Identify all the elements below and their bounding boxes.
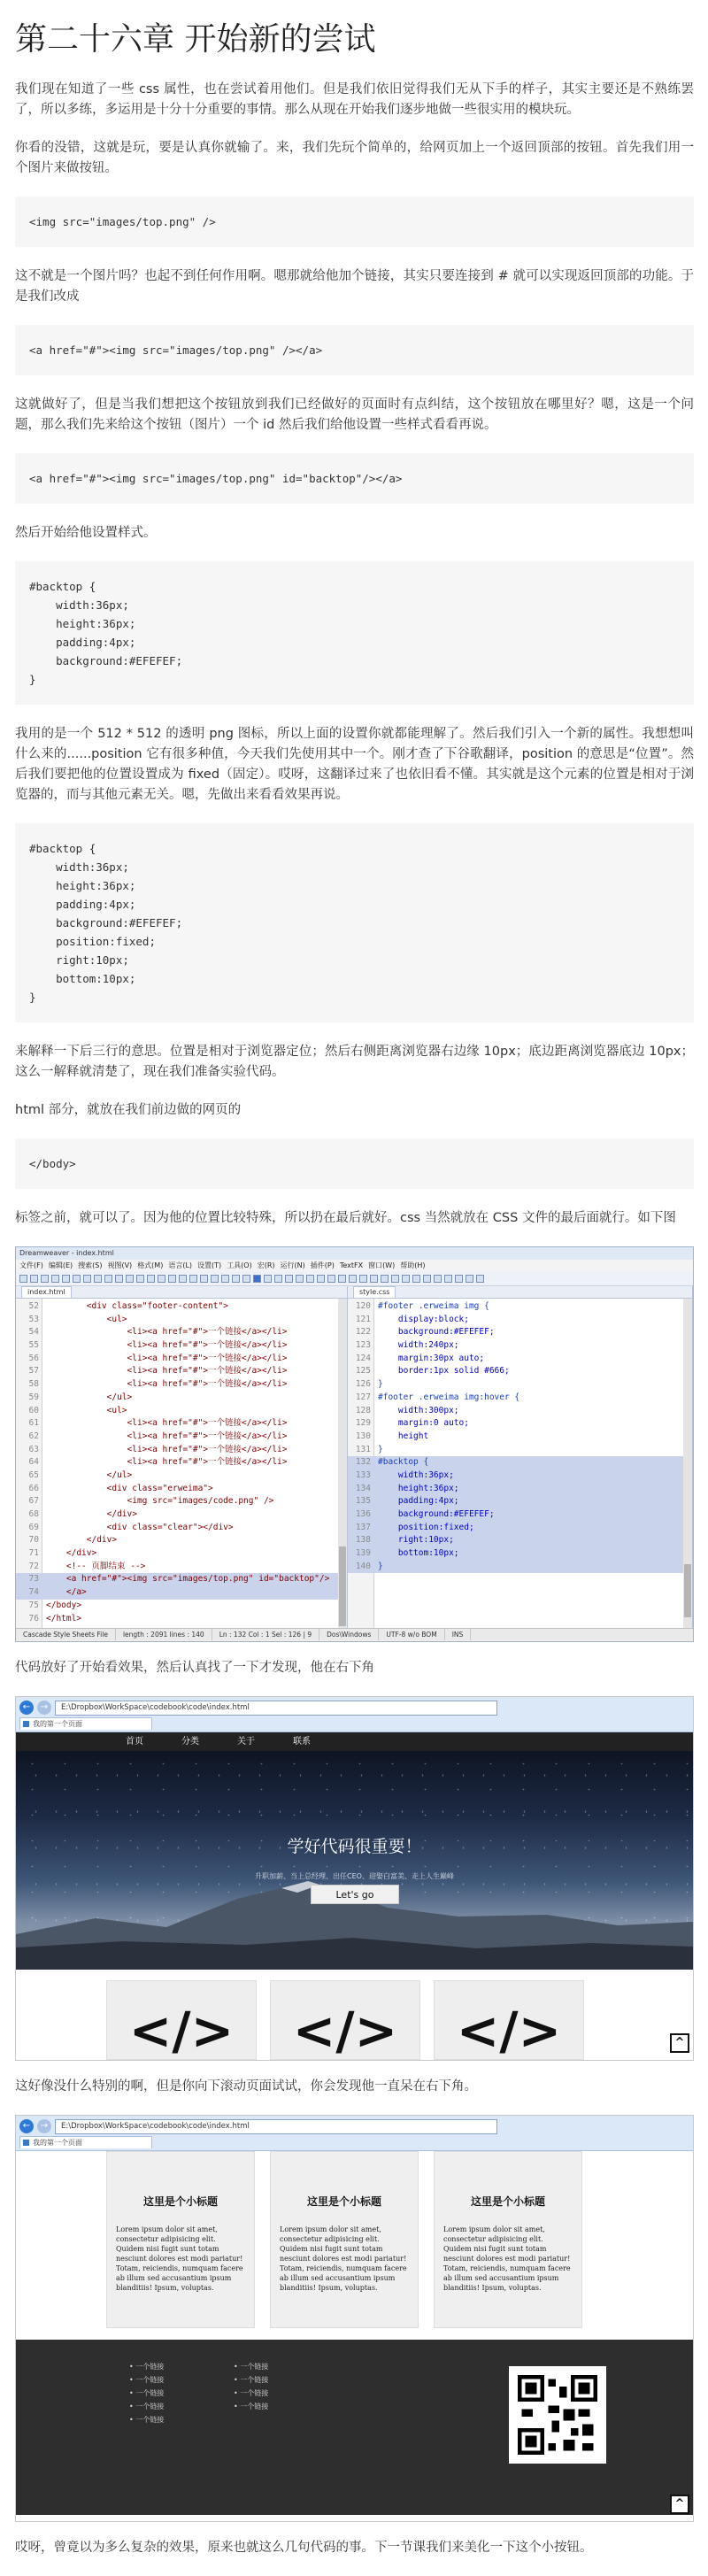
menu-item[interactable]: 格式(M) — [137, 1261, 164, 1269]
toolbar-button-icon[interactable] — [147, 1275, 155, 1283]
paragraph: 然后开始给他设置样式。 — [15, 526, 157, 540]
toolbar-button-icon[interactable] — [62, 1275, 70, 1283]
toolbar-button-icon[interactable] — [19, 1275, 27, 1283]
code-line: 76 </html> — [28, 1613, 82, 1623]
menu-item[interactable]: 编辑(E) — [48, 1261, 73, 1269]
paragraph: 你看的没错，这就是玩，要是认真你就输了。来，我们先玩个简单的，给网页加上一个返回顶部的按钮。首先我们用一个图片来做按钮。 — [15, 141, 694, 175]
status-item: UTF-8 w/o BOM — [379, 1629, 444, 1640]
tab-label: 我的第一个页面 — [33, 2139, 82, 2147]
code-block: #backtop { width:36px; height:36px; padding:4px; background:#EFEFEF; position:fixed; right:10px; bottom:10px; } — [15, 823, 694, 1022]
paragraph: 我用的是一个 512 * 512 的透明 png 图标，所以上面的设置你就都能理解了。然后我们引入一个新的属性。我想想叫什么来的......position 它有很多种值，今天我们先使用其中一个。刚才查了下谷歌翻译，position 的意思是“位置”。然后我们要把他的位置设置成为 fixed（固定）。哎呀，这翻译过来了也依旧看不懂。其实就是这个元素的位置是相对于浏览器的，而与其他元素无关。嗯，先做出来看看效果再说。 — [15, 727, 694, 802]
footer-links-col2 — [234, 2360, 268, 2413]
menu-item[interactable]: 插件(P) — [310, 1261, 335, 1269]
code-line: 133 width:36px; — [348, 1469, 692, 1483]
code-line: 125 border:1px solid #666; — [355, 1366, 510, 1377]
content-card — [106, 2151, 255, 2328]
browser-screenshot-top — [15, 1696, 694, 2061]
toolbar-button-icon[interactable] — [94, 1275, 102, 1283]
code-line: 135 padding:4px; — [348, 1495, 692, 1508]
code-line: 132 #backtop { — [348, 1456, 692, 1469]
footer-link[interactable]: • 一个链接 — [234, 2389, 269, 2397]
code-line: 129 margin:0 auto; — [355, 1418, 469, 1429]
code-line: 73 <a href="#"><img src="images/top.png" id="backtop"/> — [16, 1573, 347, 1586]
toolbar-button-icon[interactable] — [402, 1275, 410, 1283]
css-code-lines — [348, 1300, 692, 1573]
card-text: Lorem ipsum dolor sit amet, consectetur adipisicing elit. Quidem nisi fugit sunt totam nesciunt dolores est modi pariatur! Totam, reiciendis, numquam facere ab illum sed accusantium ipsum blanditiis! Ipsum, voluptas. — [280, 2225, 407, 2292]
paragraph: 这好像没什么特别的啊，但是你向下滚动页面试试，你会发现他一直呆在右下角。 — [15, 2079, 477, 2094]
back-to-top-icon[interactable]: ^ — [670, 2033, 689, 2053]
feature-card — [270, 1980, 420, 2060]
code-line: 123 width:240px; — [355, 1340, 459, 1351]
nav-category[interactable]: 分类 — [181, 1737, 199, 1747]
toolbar-button-icon[interactable] — [73, 1275, 81, 1283]
code-line: 56 <li><a href="#">一个链接</a></li> — [28, 1353, 288, 1363]
toolbar-button-icon[interactable] — [168, 1275, 176, 1283]
toolbar-button-icon[interactable] — [189, 1275, 197, 1283]
toolbar-button-icon[interactable] — [338, 1275, 346, 1283]
footer-link[interactable]: • 一个链接 — [129, 2416, 165, 2424]
toolbar-button-icon[interactable] — [359, 1275, 367, 1283]
code-line: 121 display:block; — [355, 1314, 469, 1324]
toolbar-button-icon[interactable] — [264, 1275, 272, 1283]
toolbar-button-icon[interactable] — [381, 1275, 389, 1283]
forward-arrow-icon[interactable]: → — [37, 1701, 51, 1715]
lets-go-button[interactable]: Let's go — [311, 1885, 399, 1904]
card-title: 这里是个小标题 — [142, 2195, 218, 2208]
status-item: Dos\Windows — [319, 1629, 379, 1640]
menu-item[interactable]: 窗口(W) — [368, 1261, 396, 1269]
paragraph: 标签之前，就可以了。因为他的位置比较特殊，所以扔在最后就好。css 当然就放在 CSS 文件的最后面就行。如下图 — [15, 1211, 676, 1225]
toolbar-button-icon[interactable] — [434, 1275, 442, 1283]
menu-item[interactable]: 设置(T) — [197, 1261, 222, 1269]
code-line: 53 <ul> — [28, 1314, 127, 1324]
status-item: Cascade Style Sheets File — [16, 1629, 116, 1640]
toolbar-button-icon[interactable] — [136, 1275, 144, 1283]
code-line: 131 } — [355, 1444, 383, 1454]
code-line: 74 </a> — [16, 1586, 347, 1600]
paragraph: 这不就是一个图片吗？也起不到任何作用啊。嗯那就给他加个链接，其实只要连接到 # 就可以实现返回顶部的功能。于是我们改成 — [15, 269, 694, 304]
editor-toolbar — [16, 1271, 693, 1286]
toolbar-button-icon[interactable] — [104, 1275, 112, 1283]
code-line: 72 <!-- 页脚结束 --> — [28, 1561, 146, 1571]
paragraph: html 部分，就放在我们前边做的网页的 — [15, 1103, 242, 1117]
content-cards — [16, 2151, 693, 2340]
toolbar-button-icon[interactable] — [30, 1275, 38, 1283]
back-arrow-icon[interactable]: ← — [19, 2119, 34, 2133]
site-nav — [16, 1732, 693, 1751]
menu-item[interactable]: 文件(F) — [19, 1261, 43, 1269]
toolbar-button-icon[interactable] — [476, 1275, 484, 1283]
editor-status-bar — [16, 1628, 693, 1640]
toolbar-button-icon[interactable] — [83, 1275, 91, 1283]
address-bar[interactable]: E:\Dropbox\WorkSpace\codebook\code\index.html — [55, 2119, 497, 2134]
menu-item[interactable]: 工具(O) — [227, 1261, 252, 1269]
tab-label: 我的第一个页面 — [33, 1720, 82, 1728]
menu-item[interactable]: 视图(V) — [107, 1261, 133, 1269]
toolbar-button-icon[interactable] — [306, 1275, 314, 1283]
browser-tab[interactable] — [19, 2136, 152, 2148]
code-line: 137 position:fixed; — [348, 1522, 692, 1535]
browser-tab[interactable] — [19, 1717, 152, 1730]
menu-item[interactable]: 宏(R) — [257, 1261, 275, 1269]
code-line: 75 </body> — [28, 1600, 82, 1610]
paragraph: 来解释一下后三行的意思。位置是相对于浏览器定位；然后右侧距离浏览器右边缘 10px；底边距离浏览器底边 10px；这么一解释就清楚了，现在我们准备实验代码。 — [15, 1045, 694, 1079]
toolbar-button-icon[interactable] — [51, 1275, 59, 1283]
code-line: 71 </div> — [28, 1548, 97, 1559]
code-line: 124 margin:30px auto; — [355, 1353, 485, 1363]
toolbar-button-icon[interactable] — [327, 1275, 335, 1283]
tab-index-html[interactable]: index.html — [21, 1286, 72, 1298]
code-line: 69 <div class="clear"></div> — [28, 1522, 234, 1532]
menu-item[interactable]: TextFX — [339, 1261, 364, 1269]
toolbar-button-icon[interactable] — [317, 1275, 325, 1283]
code-line: 130 height — [355, 1431, 429, 1441]
nav-contact[interactable]: 联系 — [293, 1737, 311, 1747]
code-block: </body> — [15, 1138, 694, 1189]
toolbar-button-icon[interactable] — [126, 1275, 134, 1283]
footer-link[interactable]: • 一个链接 — [129, 2363, 165, 2371]
code-line: 65 </ul> — [28, 1469, 133, 1480]
toolbar-button-icon[interactable] — [179, 1275, 187, 1283]
editor-title-bar — [16, 1247, 693, 1260]
code-line: 57 <li><a href="#">一个链接</a></li> — [28, 1366, 288, 1377]
back-arrow-icon[interactable]: ← — [19, 1701, 34, 1715]
code-line: 68 </div> — [28, 1509, 137, 1519]
toolbar-button-icon[interactable] — [444, 1275, 452, 1283]
paragraph: 哎呀，曾竟以为多么复杂的效果，原来也就这么几句代码的事。下一节课我们来美化一下这个小按钮。 — [15, 2541, 593, 2555]
card-title: 这里是个小标题 — [470, 2195, 545, 2208]
code-line: 55 <li><a href="#">一个链接</a></li> — [28, 1340, 288, 1351]
code-line: 136 background:#EFEFEF; — [348, 1508, 692, 1522]
forward-arrow-icon[interactable]: → — [37, 2119, 51, 2133]
scrollbar[interactable] — [683, 1299, 692, 1628]
code-line: 62 <li><a href="#">一个链接</a></li> — [28, 1431, 288, 1441]
editor-screenshot — [15, 1246, 694, 1642]
favicon-icon — [23, 2140, 29, 2146]
content-card — [434, 2151, 582, 2328]
toolbar-button-icon[interactable] — [232, 1275, 240, 1283]
card-text: Lorem ipsum dolor sit amet, consectetur adipisicing elit. Quidem nisi fugit sunt totam nesciunt dolores est modi pariatur! Totam, reiciendis, numquam facere ab illum sed accusantium ipsum blanditiis! Ipsum, voluptas. — [116, 2225, 243, 2292]
browser-screenshot-scrolled — [15, 2115, 694, 2522]
code-line: 70 </div> — [28, 1535, 118, 1546]
editor-window-title: Dreamweaver - index.html — [19, 1249, 114, 1257]
footer-link[interactable]: • 一个链接 — [234, 2402, 269, 2410]
back-to-top-icon[interactable]: ^ — [670, 2495, 689, 2514]
toolbar-button-icon[interactable] — [221, 1275, 229, 1283]
footer-link[interactable]: • 一个链接 — [129, 2402, 165, 2410]
favicon-icon — [23, 1721, 29, 1727]
html-code-lines — [16, 1300, 347, 1625]
paragraph: 这就做好了，但是当我们想把这个按钮放到我们已经做好的页面时有点纠结，这个按钮放在哪里好？嗯，这是一个问题，那么我们先来给这个按钮（图片）一个 id 然后我们给他设置一些样式看看再说。 — [15, 397, 694, 432]
code-line: 66 <div class="erweima"> — [28, 1483, 213, 1493]
footer-link[interactable]: • 一个链接 — [129, 2389, 165, 2397]
toolbar-button-icon[interactable] — [466, 1275, 473, 1283]
code-block: #backtop { width:36px; height:36px; padding:4px; background:#EFEFEF; } — [15, 561, 694, 705]
code-line: 122 background:#EFEFEF; — [355, 1327, 495, 1338]
status-item: length : 2091 lines : 140 — [116, 1629, 212, 1640]
card-text: Lorem ipsum dolor sit amet, consectetur adipisicing elit. Quidem nisi fugit sunt totam nesciunt dolores est modi pariatur! Totam, reiciendis, numquam facere ab illum sed accusantium ipsum blanditiis! Ipsum, voluptas. — [443, 2225, 571, 2292]
toolbar-button-icon[interactable] — [370, 1275, 378, 1283]
code-block: <a href="#"><img src="images/top.png" /></a> — [15, 325, 694, 375]
code-line: 139 bottom:10px; — [348, 1547, 692, 1561]
toolbar-button-icon[interactable] — [158, 1275, 165, 1283]
toolbar-button-icon[interactable] — [200, 1275, 208, 1283]
nav-home[interactable]: 首页 — [126, 1737, 143, 1747]
address-bar[interactable]: E:\Dropbox\WorkSpace\codebook\code\index.html — [55, 1701, 497, 1716]
hero-banner — [16, 1751, 693, 1970]
cards-strip — [16, 1970, 693, 2060]
toolbar-button-icon[interactable] — [242, 1275, 250, 1283]
footer-link[interactable]: • 一个链接 — [234, 2376, 269, 2384]
status-item: INS — [445, 1629, 472, 1640]
footer-link[interactable]: • 一个链接 — [129, 2376, 165, 2384]
scrollbar[interactable] — [338, 1299, 347, 1628]
site-footer — [16, 2340, 693, 2515]
code-line: 128 width:300px; — [355, 1405, 459, 1415]
toolbar-button-icon[interactable] — [412, 1275, 420, 1283]
nav-about[interactable]: 关于 — [237, 1737, 255, 1747]
status-item: Ln : 132 Col : 1 Sel : 126 | 9 — [212, 1629, 319, 1640]
menu-item[interactable]: 搜索(S) — [78, 1261, 103, 1269]
code-line: 138 right:10px; — [348, 1534, 692, 1547]
editor-pane-css — [348, 1286, 693, 1628]
code-line: 58 <li><a href="#">一个链接</a></li> — [28, 1379, 288, 1390]
editor-menubar — [16, 1260, 693, 1271]
code-line: 127 #footer .erweima img:hover { — [355, 1392, 520, 1402]
toolbar-button-icon[interactable] — [391, 1275, 399, 1283]
paragraph: 代码放好了开始看效果，然后认真找了一下才发现，他在右下角 — [15, 1661, 374, 1675]
code-line: 134 height:36px; — [348, 1483, 692, 1496]
toolbar-button-icon[interactable] — [455, 1275, 463, 1283]
code-line: 67 <img src="images/code.png" /> — [28, 1496, 274, 1507]
hero-title: 学好代码很重要！ — [287, 1837, 422, 1856]
toolbar-button-icon[interactable] — [349, 1275, 357, 1283]
code-line: 126 } — [355, 1379, 383, 1390]
toolbar-button-icon[interactable] — [253, 1275, 261, 1283]
tab-style-css[interactable]: style.css — [353, 1286, 396, 1298]
toolbar-button-icon[interactable] — [211, 1275, 219, 1283]
toolbar-button-icon[interactable] — [285, 1275, 293, 1283]
paragraph: 我们现在知道了一些 css 属性，也在尝试着用他们。但是我们依旧觉得我们无从下手的样子，其实主要还是不熟练罢了，所以多练，多运用是十分十分重要的事情。那么从现在开始我们逐步地做一些很实用的模块玩。 — [15, 82, 694, 117]
code-line: 61 <li><a href="#">一个链接</a></li> — [28, 1418, 288, 1429]
menu-item[interactable]: 运行(N) — [280, 1261, 305, 1269]
toolbar-button-icon[interactable] — [115, 1275, 123, 1283]
footer-links-col1 — [129, 2360, 164, 2426]
feature-card — [434, 1980, 584, 2060]
code-line: 52 <div class="footer-content"> — [28, 1301, 228, 1311]
toolbar-button-icon[interactable] — [296, 1275, 304, 1283]
menu-item[interactable]: 语言(L) — [168, 1261, 193, 1269]
qr-code-icon — [509, 2366, 606, 2464]
code-line: 54 <li><a href="#">一个链接</a></li> — [28, 1327, 288, 1338]
menu-item[interactable]: 帮助(H) — [400, 1261, 426, 1269]
content-card — [270, 2151, 419, 2328]
chapter-title: 第二十六章 开始新的尝试 — [15, 21, 376, 58]
code-block: <a href="#"><img src="images/top.png" id="backtop"/></a> — [15, 453, 694, 504]
code-line: 63 <li><a href="#">一个链接</a></li> — [28, 1444, 288, 1454]
code-line: 59 </ul> — [28, 1392, 133, 1402]
toolbar-button-icon[interactable] — [41, 1275, 49, 1283]
code-line: 64 <li><a href="#">一个链接</a></li> — [28, 1457, 288, 1468]
toolbar-button-icon[interactable] — [423, 1275, 431, 1283]
code-icon: </> — [292, 2001, 398, 2060]
hero-subtitle: 升职加薪、当上总经理、出任CEO、迎娶白富美、走上人生巅峰 — [255, 1872, 454, 1880]
code-icon: </> — [456, 2001, 562, 2060]
code-line: 60 <ul> — [28, 1405, 127, 1415]
code-line: 120 #footer .erweima img { — [355, 1301, 489, 1311]
code-icon: </> — [128, 2001, 235, 2060]
footer-link[interactable]: • 一个链接 — [234, 2363, 269, 2371]
code-block: <img src="images/top.png" /> — [15, 197, 694, 247]
card-title: 这里是个小标题 — [306, 2195, 381, 2208]
feature-card — [106, 1980, 257, 2060]
code-line: 140 } — [348, 1561, 692, 1574]
editor-pane-html — [16, 1286, 348, 1628]
toolbar-button-icon[interactable] — [274, 1275, 282, 1283]
